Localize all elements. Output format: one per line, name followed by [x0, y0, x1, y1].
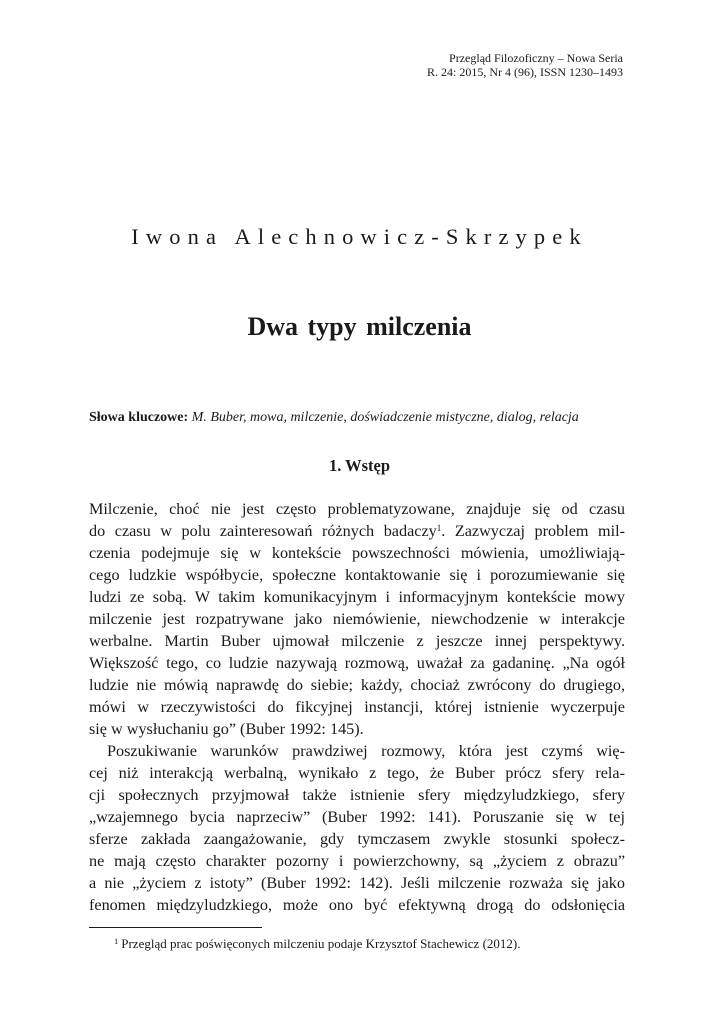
- paragraph-1-line: cego ludzkie współbycie, społeczne kontaktowanie się i porozumiewanie się: [89, 566, 625, 584]
- paragraph-1-line: ludzie nie mówią naprawdę do siebie; każdy, chociaż zwrócony do drugiego,: [89, 676, 625, 694]
- paragraph-1-line: Milczenie, choć nie jest często problematyzowane, znajduje się od czasu: [89, 500, 625, 518]
- section-heading: 1. Wstęp: [328, 456, 391, 475]
- paragraph-2-line: fenomen międzyludzkiego, może ono być efektywną drogą do odsłonięcia: [89, 896, 625, 914]
- paragraph-1-line: mówi w rzeczywistości do fikcyjnej instancji, której istnienie wyczerpuje: [89, 698, 625, 716]
- article-title: Dwa typy milczenia: [247, 312, 472, 341]
- paragraph-2-line: a nie „życiem z istoty” (Buber 1992: 142). Jeśli milczenie rozważa się jako: [89, 874, 625, 892]
- keywords: [89, 410, 629, 426]
- journal-header: [427, 51, 623, 79]
- footnote: [114, 936, 521, 952]
- line-text: . Zazwyczaj problem mil-: [441, 522, 626, 540]
- paragraph-2-line: ne mają często charakter pozorny i powierzchowny, są „życiem z obrazu”: [89, 852, 625, 870]
- paragraph-1-line: [89, 520, 625, 542]
- footnote-reference[interactable]: 1: [436, 523, 442, 533]
- paragraph-2-line: sferze zakłada zaangażowanie, gdy tymczasem zwykle stosunki społecz-: [89, 830, 625, 848]
- keywords-list: M. Buber, mowa, milczenie, doświadczenie mistyczne, dialog, relacja: [191, 410, 579, 425]
- paragraph-2-line: „wzajemnego bycia naprzeciw” (Buber 1992: 141). Poruszanie się w tej: [89, 808, 625, 826]
- body-text: [89, 498, 625, 916]
- author-name: Iwona Alechnowicz-Skrzypek: [131, 224, 588, 249]
- paragraph-1-line: czenia podejmuje się w kontekście powszechności mówienia, umożliwiają-: [89, 544, 625, 562]
- line-text: do czasu w polu zainteresowań różnych badaczy: [89, 522, 437, 540]
- keywords-label: Słowa kluczowe:: [89, 410, 189, 425]
- paragraph-1-line: Większość tego, co ludzie nazywają rozmową, uważał za gadaninę. „Na ogół: [89, 654, 625, 672]
- journal-name: Przegląd Filozoficzny – Nowa Seria: [449, 51, 623, 65]
- paragraph-1-line: ludzi ze sobą. W takim komunikacyjnym i informacyjnym kontekście mowy: [89, 588, 625, 606]
- footnote-divider: [89, 927, 262, 928]
- footnote-marker: 1: [114, 936, 119, 946]
- paragraph-1-line: się w wysłuchaniu go” (Buber 1992: 145).: [89, 720, 364, 738]
- footnote-text: Przegląd prac poświęconych milczeniu podaje Krzysztof Stachewicz (2012).: [121, 936, 521, 951]
- paragraph-1-line: werbalne. Martin Buber ujmował milczenie z jeszcze innej perspektywy.: [89, 632, 625, 650]
- paragraph-2-line: Poszukiwanie warunków prawdziwej rozmowy, która jest czymś wię-: [107, 742, 625, 760]
- paragraph-2-line: cej niż interakcją werbalną, wynikało z tego, że Buber prócz sfery rela-: [89, 764, 625, 782]
- paragraph-2-line: cji społecznych przyjmował także istnienie sfery międzyludzkiego, sfery: [89, 786, 625, 804]
- paragraph-1-line: milczenie jest rozpatrywane jako niemówienie, niewchodzenie w interakcje: [89, 610, 625, 628]
- journal-issue: R. 24: 2015, Nr 4 (96), ISSN 1230–1493: [426, 65, 623, 79]
